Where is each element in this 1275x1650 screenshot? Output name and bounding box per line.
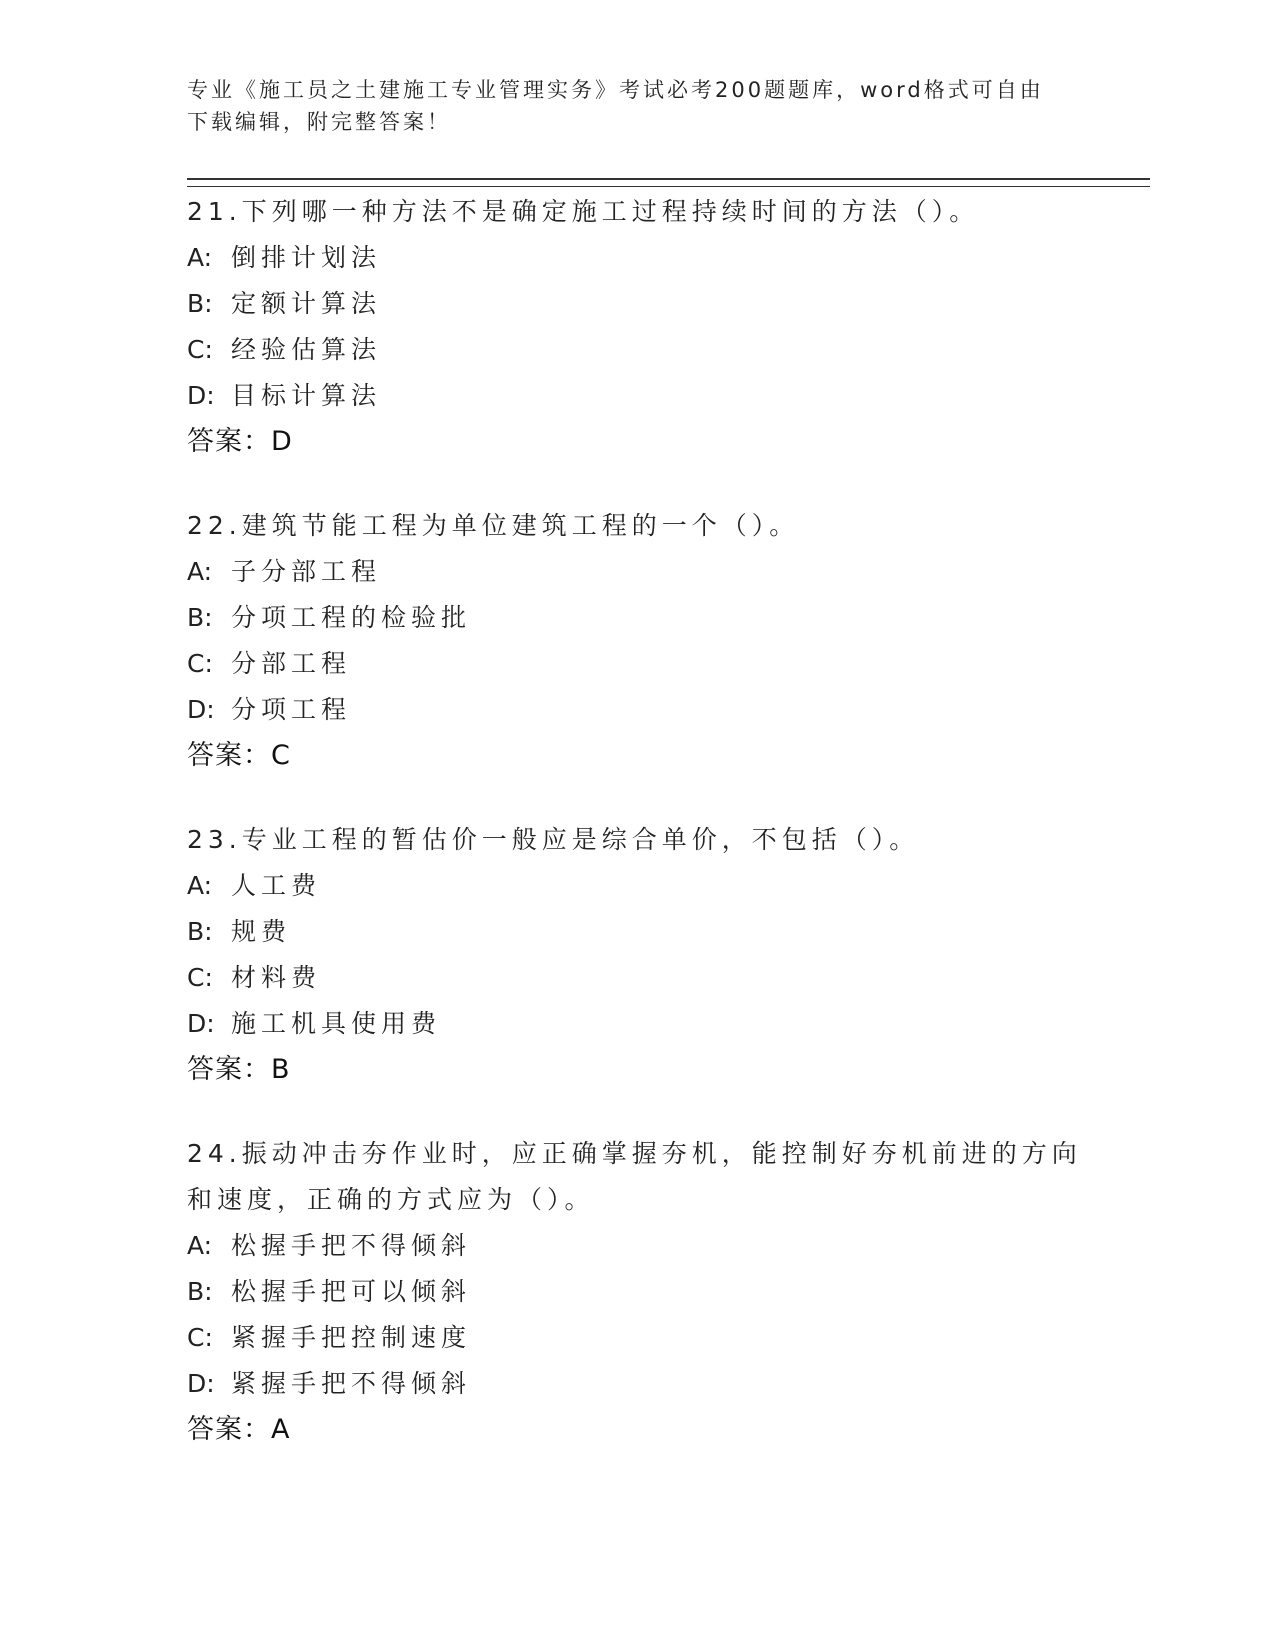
question-22 (187, 503, 1087, 779)
option-text: 紧握手把不得倾斜 (231, 1369, 472, 1398)
option-text: 定额计算法 (231, 289, 382, 318)
option-key: A: (187, 557, 213, 586)
option-d (187, 1001, 1087, 1047)
option-key: A: (187, 871, 213, 900)
option-key: B: (187, 917, 213, 946)
option-text: 分项工程 (231, 695, 352, 724)
option-text: 目标计算法 (231, 381, 382, 410)
option-key: C: (187, 1323, 213, 1352)
option-key: C: (187, 649, 213, 678)
option-text: 经验估算法 (231, 335, 382, 364)
option-key: D: (187, 381, 215, 410)
option-c (187, 327, 1087, 373)
option-d (187, 1361, 1087, 1407)
header-line-1: 专业《施工员之土建施工专业管理实务》考试必考200题题库，word格式可自由 (187, 78, 1044, 102)
answer-line: 答案：C (187, 740, 291, 771)
option-b (187, 595, 1087, 641)
option-text: 材料费 (231, 963, 322, 992)
option-text: 人工费 (231, 871, 322, 900)
document-header (187, 74, 1067, 138)
option-key: C: (187, 335, 213, 364)
option-text: 松握手把不得倾斜 (231, 1231, 472, 1260)
option-a (187, 549, 1087, 595)
question-24 (187, 1131, 1087, 1453)
option-c (187, 955, 1087, 1001)
option-c (187, 641, 1087, 687)
question-21 (187, 189, 1087, 465)
option-key: B: (187, 289, 213, 318)
option-text: 分部工程 (231, 649, 352, 678)
option-key: D: (187, 1369, 215, 1398)
question-stem: 24.振动冲击夯作业时，应正确掌握夯机，能控制好夯机前进的方向和速度，正确的方式应为（）。 (187, 1139, 1082, 1214)
option-text: 紧握手把控制速度 (231, 1323, 472, 1352)
option-key: A: (187, 243, 213, 272)
option-text: 松握手把可以倾斜 (231, 1277, 472, 1306)
option-key: A: (187, 1231, 213, 1260)
option-key: B: (187, 603, 213, 632)
header-line-2: 下载编辑，附完整答案！ (187, 110, 451, 134)
option-text: 分项工程的检验批 (231, 603, 472, 632)
answer-line: 答案：D (187, 426, 293, 457)
header-divider (187, 178, 1150, 187)
option-a (187, 1223, 1087, 1269)
option-a (187, 235, 1087, 281)
question-stem: 21.下列哪一种方法不是确定施工过程持续时间的方法（）。 (187, 197, 980, 226)
question-stem: 23.专业工程的暂估价一般应是综合单价，不包括（）。 (187, 825, 920, 854)
question-stem: 22.建筑节能工程为单位建筑工程的一个（）。 (187, 511, 800, 540)
answer-line: 答案：B (187, 1054, 291, 1085)
option-key: D: (187, 695, 215, 724)
option-text: 施工机具使用费 (231, 1009, 442, 1038)
option-text: 规费 (231, 917, 292, 946)
option-d (187, 373, 1087, 419)
option-c (187, 1315, 1087, 1361)
option-d (187, 687, 1087, 733)
option-b (187, 1269, 1087, 1315)
option-b (187, 281, 1087, 327)
option-key: C: (187, 963, 213, 992)
question-list (187, 189, 1087, 1491)
question-23 (187, 817, 1087, 1093)
option-text: 子分部工程 (231, 557, 382, 586)
option-text: 倒排计划法 (231, 243, 382, 272)
option-key: B: (187, 1277, 213, 1306)
option-a (187, 863, 1087, 909)
option-key: D: (187, 1009, 215, 1038)
answer-line: 答案：A (187, 1414, 291, 1445)
option-b (187, 909, 1087, 955)
